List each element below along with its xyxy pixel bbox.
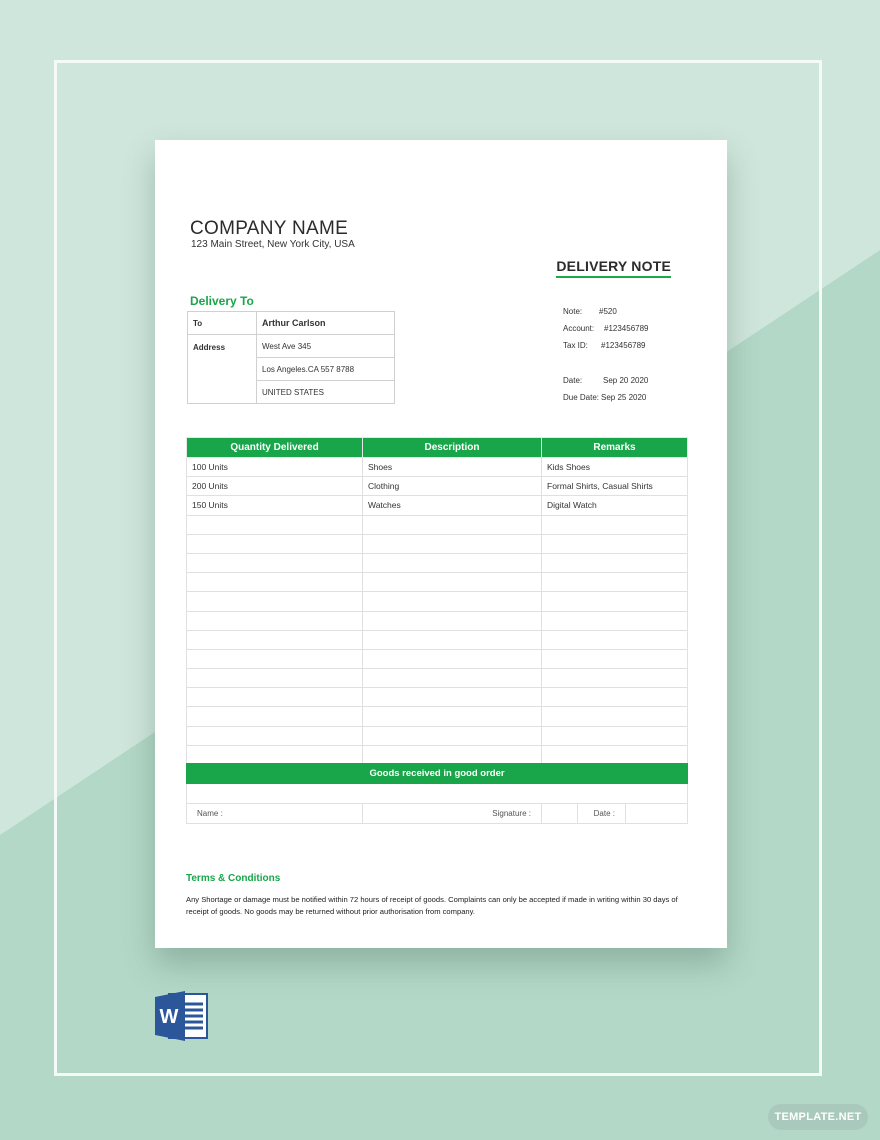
meta-label: Account: xyxy=(563,324,595,333)
meta-label: Note: xyxy=(563,307,583,316)
items-table xyxy=(186,437,688,784)
address-label: Address xyxy=(188,335,257,404)
signature-field[interactable] xyxy=(542,804,578,824)
table-row-empty xyxy=(187,515,688,534)
name-label: Name : xyxy=(187,804,363,824)
document-page xyxy=(155,140,727,948)
meta-value: Sep 25 2020 xyxy=(601,393,647,402)
terms-text: Any Shortage or damage must be notified within 72 hours of receipt of goods. Complaints can only be accepted if made in writing within 30 days of receipt of goods. No goods may be returned without prior authorisation from company. xyxy=(186,895,678,916)
goods-banner-row xyxy=(187,764,688,784)
recipient-table xyxy=(187,311,395,404)
document-title: DELIVERY NOTE xyxy=(556,258,671,278)
address-line: UNITED STATES xyxy=(257,381,395,404)
table-row-empty xyxy=(187,688,688,707)
meta-value: #520 xyxy=(599,307,617,316)
column-header-remarks: Remarks xyxy=(542,438,688,458)
meta-account xyxy=(563,324,649,333)
date-label: Date : xyxy=(578,804,626,824)
table-row-empty xyxy=(187,573,688,592)
company-address: 123 Main Street, New York City, USA xyxy=(191,239,355,250)
meta-tax-id xyxy=(563,341,646,350)
table-row-empty xyxy=(187,611,688,630)
description-cell: Clothing xyxy=(363,477,542,496)
table-row-empty xyxy=(187,649,688,668)
remarks-cell: Kids Shoes xyxy=(542,458,688,477)
recipient-row-to xyxy=(188,312,395,335)
recipient-name: Arthur Carlson xyxy=(257,312,395,335)
goods-sign-row xyxy=(187,804,688,824)
address-line: Los Angeles.CA 557 8788 xyxy=(257,358,395,381)
table-row-empty xyxy=(187,745,688,764)
word-document-icon xyxy=(153,990,211,1042)
meta-label: Tax ID: xyxy=(563,341,588,350)
quantity-cell: 200 Units xyxy=(187,477,363,496)
table-row xyxy=(187,496,688,515)
column-header-description: Description xyxy=(363,438,542,458)
signature-label: Signature : xyxy=(363,804,542,824)
meta-due-date xyxy=(563,393,647,402)
meta-note xyxy=(563,307,617,316)
terms-heading: Terms & Conditions xyxy=(186,873,281,884)
meta-value: Sep 20 2020 xyxy=(603,376,649,385)
meta-label: Due Date: xyxy=(563,393,600,402)
items-header-row xyxy=(187,438,688,458)
template-net-badge[interactable]: TEMPLATE.NET xyxy=(768,1104,868,1130)
goods-received-table xyxy=(186,763,688,824)
table-row-empty xyxy=(187,630,688,649)
table-row-empty xyxy=(187,726,688,745)
delivery-to-heading: Delivery To xyxy=(190,294,254,308)
remarks-cell: Formal Shirts, Casual Shirts xyxy=(542,477,688,496)
quantity-cell: 100 Units xyxy=(187,458,363,477)
meta-value: #123456789 xyxy=(601,341,646,350)
table-row xyxy=(187,458,688,477)
description-cell: Watches xyxy=(363,496,542,515)
goods-received-banner: Goods received in good order xyxy=(187,764,688,784)
description-cell: Shoes xyxy=(363,458,542,477)
date-field[interactable] xyxy=(626,804,688,824)
to-label: To xyxy=(188,312,257,335)
recipient-row-address xyxy=(188,335,395,358)
goods-blank-row xyxy=(187,784,688,804)
quantity-cell: 150 Units xyxy=(187,496,363,515)
table-row-empty xyxy=(187,592,688,611)
meta-label: Date: xyxy=(563,376,583,385)
table-row-empty xyxy=(187,553,688,572)
column-header-quantity: Quantity Delivered xyxy=(187,438,363,458)
table-row-empty xyxy=(187,534,688,553)
table-row-empty xyxy=(187,669,688,688)
meta-date xyxy=(563,376,649,385)
meta-value: #123456789 xyxy=(604,324,649,333)
address-line: West Ave 345 xyxy=(257,335,395,358)
remarks-cell: Digital Watch xyxy=(542,496,688,515)
table-row-empty xyxy=(187,707,688,726)
company-name: COMPANY NAME xyxy=(190,218,349,239)
table-row xyxy=(187,477,688,496)
word-icon-letter: W xyxy=(159,1006,179,1028)
